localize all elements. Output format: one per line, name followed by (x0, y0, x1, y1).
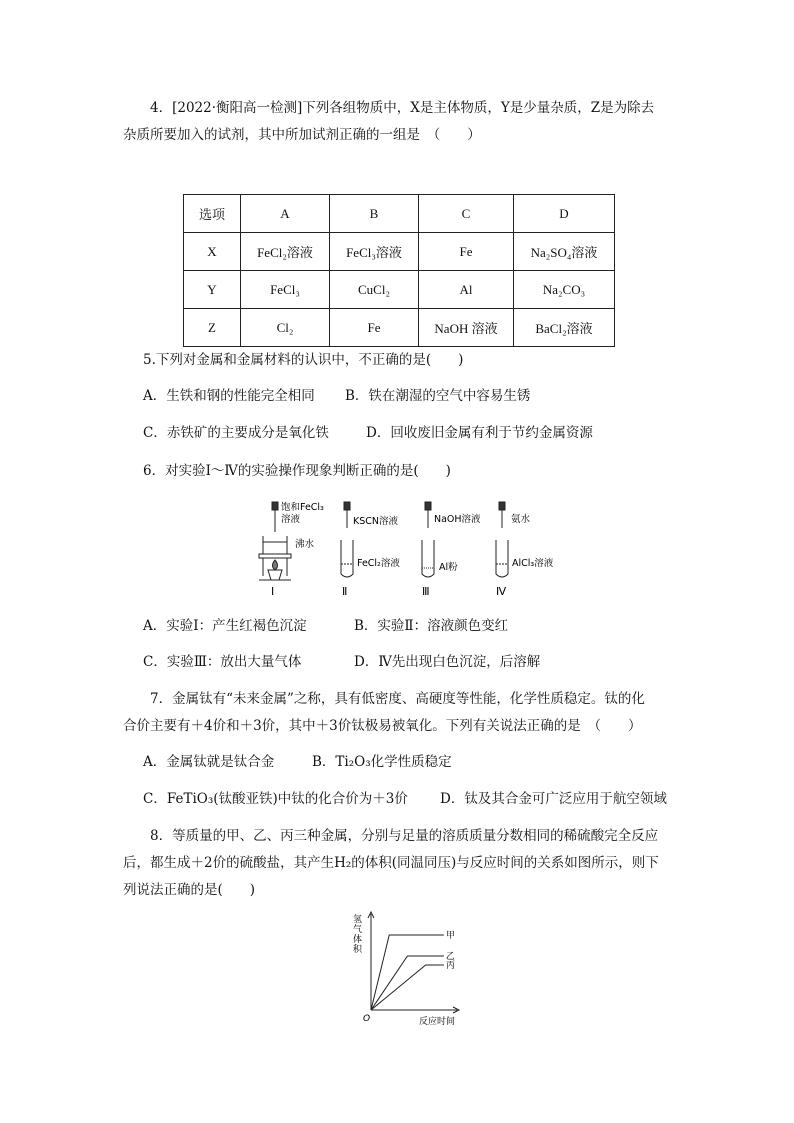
reagent-1-label-line2: 溶液 (281, 514, 301, 525)
boiling-water-label: 沸水 (295, 539, 315, 550)
tube-3-label: Al粉 (439, 562, 458, 573)
q8-line2: 后，都生成＋2价的硫酸盐，其产生H₂的体积(同温同压)与反应时间的关系如图所示，则下 (123, 855, 659, 871)
table-cell: Na₂CO₃ (514, 271, 615, 309)
table-cell: Y (184, 271, 241, 309)
table-cell: Al (419, 271, 514, 309)
exp-label-2: Ⅱ (342, 585, 348, 598)
q4-line1: 4．[2022·衡阳高一检测]下列各组物质中，X是主体物质，Y是少量杂质，Z是为除去 (150, 100, 655, 116)
table-cell: D (514, 195, 615, 233)
chart-series-group (371, 930, 455, 1010)
y-axis-label-char: 氢 (353, 915, 363, 925)
table-cell: CuCl₂ (330, 271, 419, 309)
dropper-bulb-icon (425, 502, 431, 510)
reagent-4-label: 氨水 (511, 514, 531, 525)
q5-option-b: B．铁在潮湿的空气中容易生锈 (345, 388, 531, 404)
table-cell: FeCl₂溶液 (241, 233, 330, 271)
table-cell: FeCl₃溶液 (330, 233, 419, 271)
gauze-icon (259, 554, 291, 558)
q5-option-a: A．生铁和钢的性能完全相同 (143, 388, 315, 404)
table-cell: BaCl₂溶液 (514, 309, 615, 347)
y-axis-label-char: 积 (353, 945, 363, 955)
exp-label-4: Ⅳ (496, 585, 507, 598)
table-cell: A (241, 195, 330, 233)
series-label-2: 乙 (445, 952, 455, 962)
q5-stem: 5.下列对金属和金属材料的认识中，不正确的是( ) (143, 352, 464, 368)
table-cell: FeCl₃ (241, 271, 330, 309)
table-cell: Z (184, 309, 241, 347)
series-label-3: 丙 (445, 961, 455, 971)
experiment-3-apparatus (422, 502, 434, 577)
q7-option-d: D．钛及其合金可广泛应用于航空领域 (440, 791, 667, 807)
table-row (184, 233, 615, 271)
h2-chart-svg (345, 908, 465, 1028)
q4-table (183, 194, 615, 347)
q5-option-d: D．回收废旧金属有利于节约金属资源 (366, 425, 593, 441)
q5-option-c: C．赤铁矿的主要成分是氧化铁 (143, 425, 329, 441)
q6-option-c: C．实验Ⅲ：放出大量气体 (143, 654, 302, 670)
test-tube-icon (496, 540, 508, 577)
y-axis-label (353, 913, 363, 955)
test-tube-icon (422, 540, 434, 577)
q8-line3: 列说法正确的是( ) (123, 882, 256, 898)
q6-option-d: D．Ⅳ先出现白色沉淀，后溶解 (354, 654, 541, 670)
series-label-1: 甲 (445, 931, 455, 941)
table-row (184, 271, 615, 309)
dropper-bulb-icon (499, 502, 505, 510)
table-cell: Fe (419, 233, 514, 271)
reagent-1-label-line1: 饱和FeCl₃ (281, 502, 324, 513)
tube-4-label: AlCl₃溶液 (512, 558, 554, 569)
q7-option-b: B．Ti₂O₃化学性质稳定 (312, 754, 452, 770)
beaker-icon (263, 536, 287, 554)
exp-label-3: Ⅲ (422, 585, 430, 598)
table-row (184, 195, 615, 233)
table-cell: Cl₂ (241, 309, 330, 347)
table-cell: B (330, 195, 419, 233)
q6-apparatus-figure (255, 500, 575, 600)
q4-line2: 杂质所要加入的试剂，其中所加试剂正确的一组是 （ ） (123, 127, 481, 143)
burner-icon (268, 570, 282, 580)
origin-label: O (363, 1014, 371, 1024)
experiment-2-apparatus (341, 502, 353, 577)
dropper-bulb-icon (344, 502, 350, 510)
q8-line1: 8．等质量的甲、乙、丙三种金属，分别与足量的溶质质量分数相同的稀硫酸完全反应 (150, 828, 659, 844)
q6-stem: 6．对实验Ⅰ～Ⅳ的实验操作现象判断正确的是( ) (143, 463, 451, 479)
series-line-1 (371, 935, 444, 1010)
q8-chart (345, 908, 465, 1028)
series-line-3 (371, 965, 444, 1010)
test-tube-icon (341, 540, 353, 577)
experiment-4-apparatus (496, 502, 508, 577)
q7-option-a: A．金属钛就是钛合金 (143, 754, 275, 770)
table-row (184, 309, 615, 347)
table-cell: X (184, 233, 241, 271)
table-cell: C (419, 195, 514, 233)
q7-option-c: C．FeTiO₃(钛酸亚铁)中钛的化合价为＋3价 (143, 791, 408, 807)
reagent-3-label: NaOH溶液 (434, 514, 481, 525)
flame-icon (273, 560, 278, 570)
y-axis-label-char: 体 (353, 935, 363, 945)
table-cell: 选项 (184, 195, 241, 233)
q6-option-a: A．实验Ⅰ：产生红褐色沉淀 (143, 618, 307, 634)
q7-line2: 合价主要有＋4价和＋3价，其中＋3价钛极易被氧化。下列有关说法正确的是 （ ） (123, 718, 642, 734)
reagent-2-label: KSCN溶液 (353, 516, 398, 527)
q7-line1: 7．金属钛有“未来金属”之称，具有低密度、高硬度等性能，化学性质稳定。钛的化 (150, 691, 645, 707)
tube-2-label: FeCl₂溶液 (357, 558, 400, 569)
exp-label-1: Ⅰ (271, 585, 275, 598)
q6-option-b: B．实验Ⅱ：溶液颜色变红 (354, 618, 509, 634)
table-cell: Fe (330, 309, 419, 347)
x-axis-label: 反应时间 (419, 1017, 456, 1027)
table-cell: Na₂SO₄溶液 (514, 233, 615, 271)
y-axis-label-char: 气 (353, 925, 363, 935)
table-cell: NaOH 溶液 (419, 309, 514, 347)
dropper-bulb-icon (272, 502, 278, 510)
apparatus-svg (255, 500, 575, 600)
